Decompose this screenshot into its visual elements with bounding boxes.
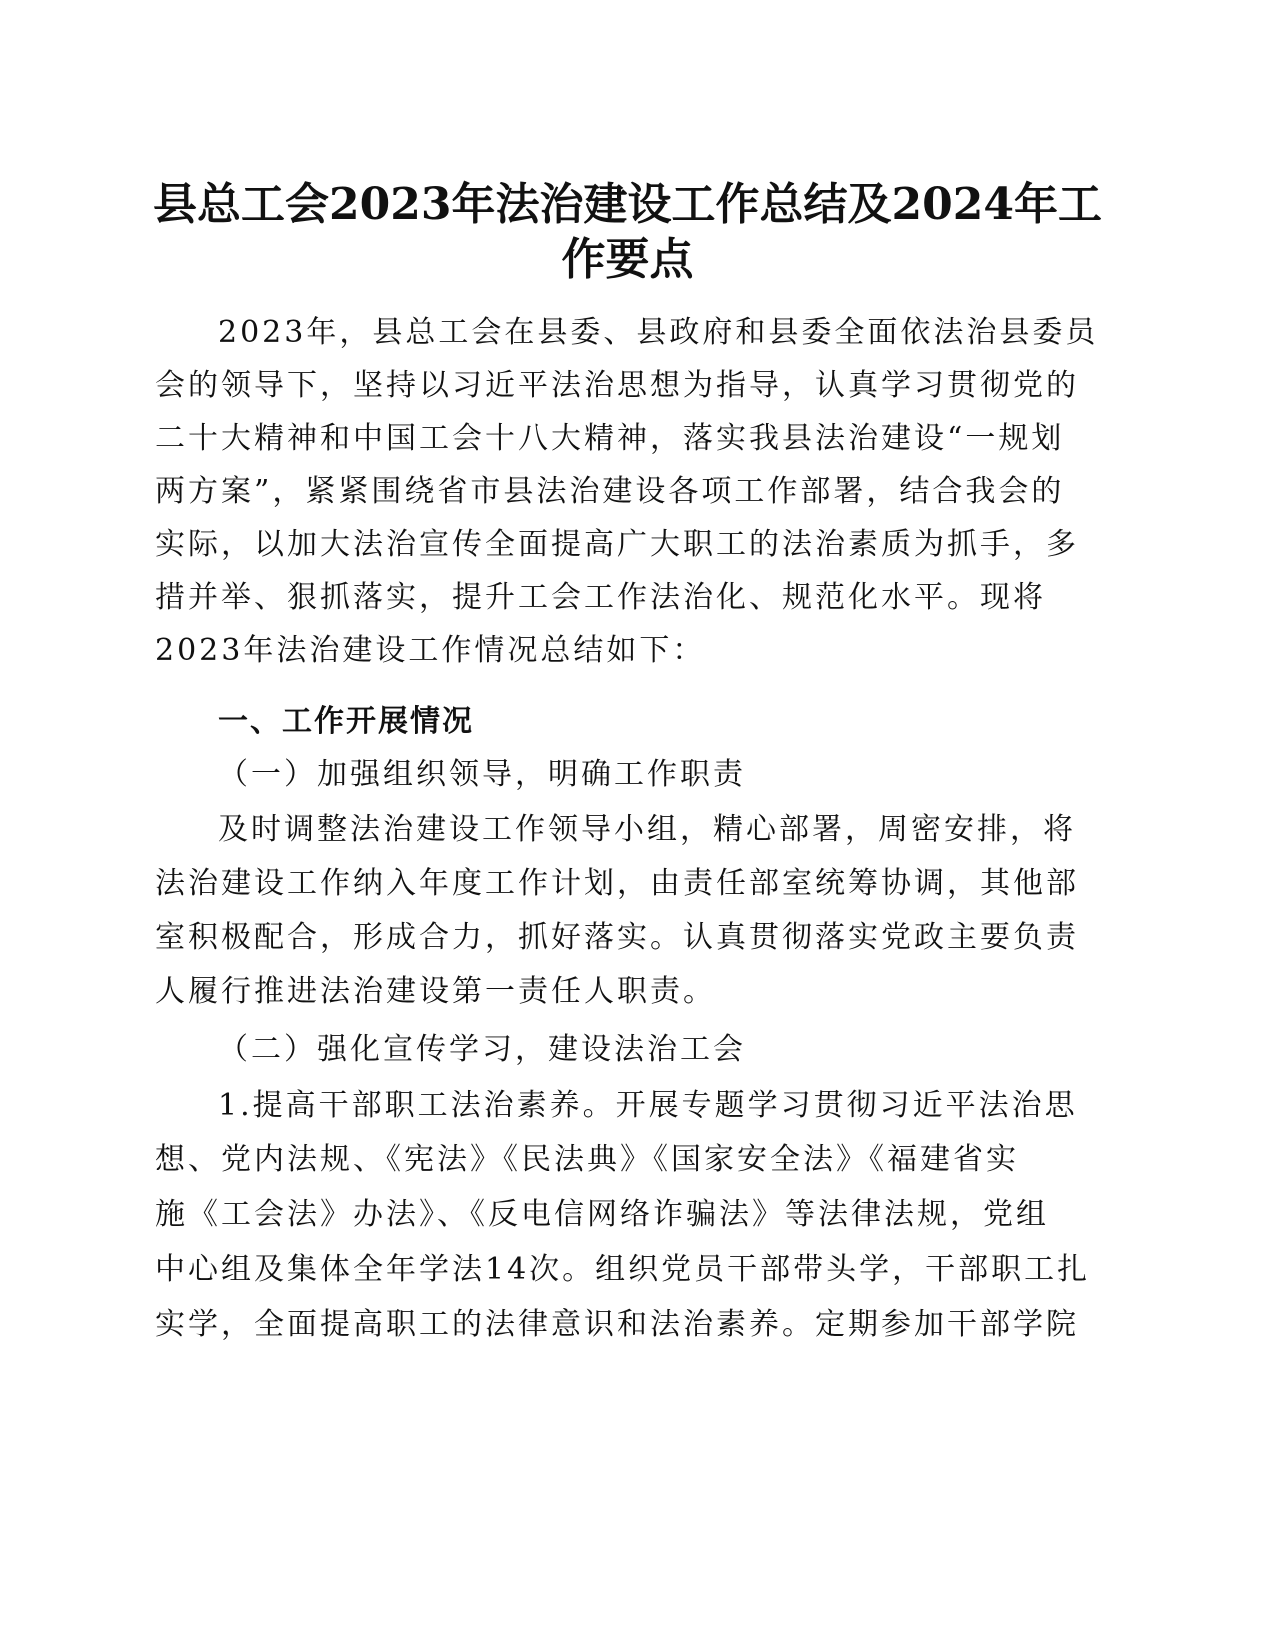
paragraph-line: 法治建设工作纳入年度工作计划，由责任部室统筹协调，其他部 — [155, 866, 1079, 901]
subsection-heading: （二）强化宣传学习，建设法治工会 — [218, 1032, 746, 1067]
intro-line: 实际，以加大法治宣传全面提高广大职工的法治素质为抓手，多 — [155, 527, 1079, 562]
paragraph-line: 施《工会法》办法》、《反电信网络诈骗法》等法律法规，党组 — [155, 1197, 1049, 1232]
paragraph-line: 想、党内法规、《宪法》《民法典》《国家安全法》《福建省实 — [155, 1142, 1019, 1177]
document-title-line-1: 县总工会2023年法治建设工作总结及2024年工 — [153, 179, 1102, 230]
paragraph-line: 室积极配合，形成合力，抓好落实。认真贯彻落实党政主要负责 — [155, 920, 1079, 955]
section-heading: 一、工作开展情况 — [218, 704, 474, 739]
intro-line: 2023年，县总工会在县委、县政府和县委全面依法治县委员 — [218, 315, 1099, 350]
intro-line: 两方案”，紧紧围绕省市县法治建设各项工作部署，结合我会的 — [155, 474, 1065, 509]
intro-line: 二十大精神和中国工会十八大精神，落实我县法治建设“一规划 — [155, 421, 1065, 456]
paragraph-line: 及时调整法治建设工作领导小组，精心部署，周密安排，将 — [218, 812, 1076, 847]
paragraph-line: 人履行推进法治建设第一责任人职责。 — [155, 974, 716, 1009]
intro-line: 措并举、狠抓落实，提升工会工作法治化、规范化水平。现将 — [155, 580, 1046, 615]
paragraph-line: 实学，全面提高职工的法律意识和法治素养。定期参加干部学院 — [155, 1307, 1079, 1342]
intro-line: 2023年法治建设工作情况总结如下： — [155, 633, 706, 668]
subsection-heading: （一）加强组织领导，明确工作职责 — [218, 757, 746, 792]
document-title-line-2: 作要点 — [561, 234, 694, 285]
intro-line: 会的领导下，坚持以习近平法治思想为指导，认真学习贯彻党的 — [155, 368, 1079, 403]
paragraph-line: 中心组及集体全年学法14次。组织党员干部带头学，干部职工扎 — [155, 1252, 1091, 1287]
paragraph-line: 1.提高干部职工法治素养。开展专题学习贯彻习近平法治思 — [218, 1088, 1078, 1123]
